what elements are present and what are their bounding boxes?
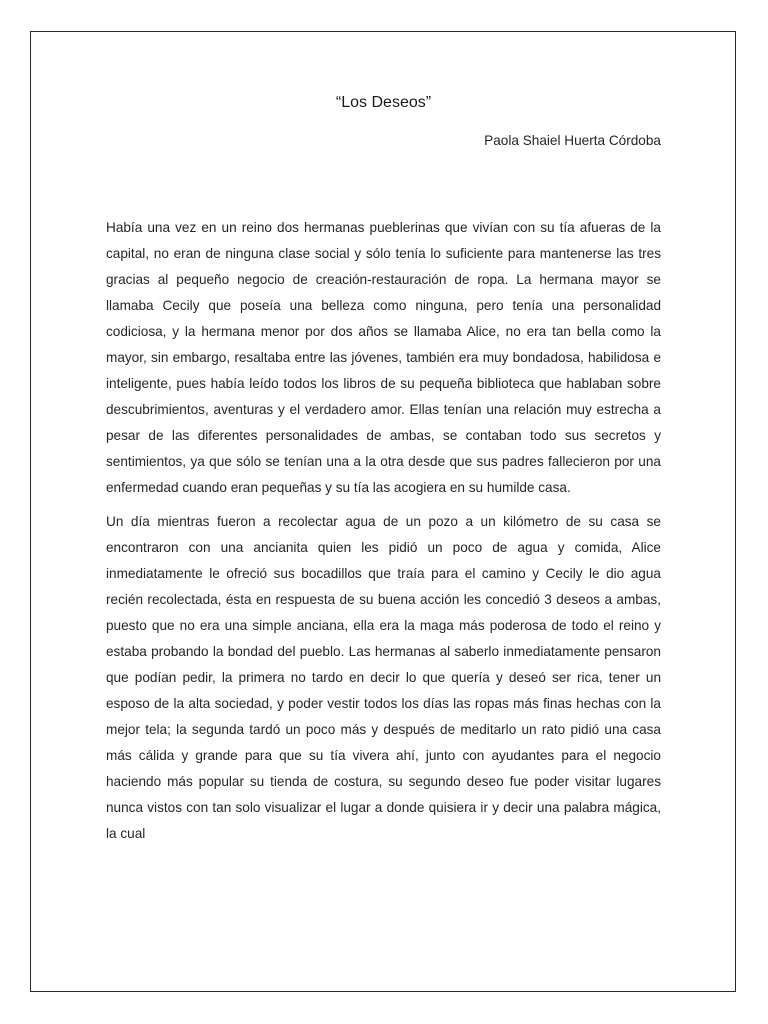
- document-author: Paola Shaiel Huerta Córdoba: [484, 133, 661, 148]
- page-content: [106, 92, 661, 855]
- document-body: [106, 215, 661, 847]
- document-page: [30, 31, 736, 992]
- paragraph-2: Un día mientras fueron a recolectar agua de un pozo a un kilómetro de su casa se encontraron con una ancianita quien les pidió un poco de agua y comida, Alice inmediatamente le ofreció sus bocadillos que traía para el camino y Cecily le dio agua recién recolectada, ésta en respuesta de su buena acción les concedió 3 deseos a ambas, puesto que no era una simple anciana, ella era la maga más poderosa de todo el reino y estaba probando la bondad del pueblo. Las hermanas al saberlo inmediatamente pensaron que podían pedir, la primera no tardo en decir lo que quería y deseó ser rica, tener un esposo de la alta sociedad, y poder vestir todos los días las ropas más finas hechas con la mejor tela; la segunda tardó un poco más y después de meditarlo un rato pidió una casa más cálida y grande para que su tía vivera ahí, junto con ayudantes para el negocio haciendo más popular su tienda de costura, su segundo deseo fue poder visitar lugares nunca vistos con tan solo visualizar el lugar a donde quisiera ir y decir una palabra mágica, la cual: [106, 514, 661, 841]
- document-title: “Los Deseos”: [335, 94, 432, 111]
- paragraph-1: Había una vez en un reino dos hermanas pueblerinas que vivían con su tía afueras de la capital, no eran de ninguna clase social y sólo tenía lo suficiente para mantenerse las tres gracias al pequeño negocio de creación-restauración de ropa. La hermana mayor se llamaba Cecily que poseía una belleza como ninguna, pero tenía una personalidad codiciosa, y la hermana menor por dos años se llamaba Alice, no era tan bella como la mayor, sin embargo, resaltaba entre las jóvenes, también era muy bondadosa, habilidosa e inteligente, pues había leído todos los libros de su pequeña biblioteca que hablaban sobre descubrimientos, aventuras y el verdadero amor. Ellas tenían una relación muy estrecha a pesar de las diferentes personalidades de ambas, se contaban todo sus secretos y sentimientos, ya que sólo se tenían una a la otra desde que sus padres fallecieron por una enfermedad cuando eran pequeñas y su tía las acogiera en su humilde casa.: [106, 220, 661, 495]
